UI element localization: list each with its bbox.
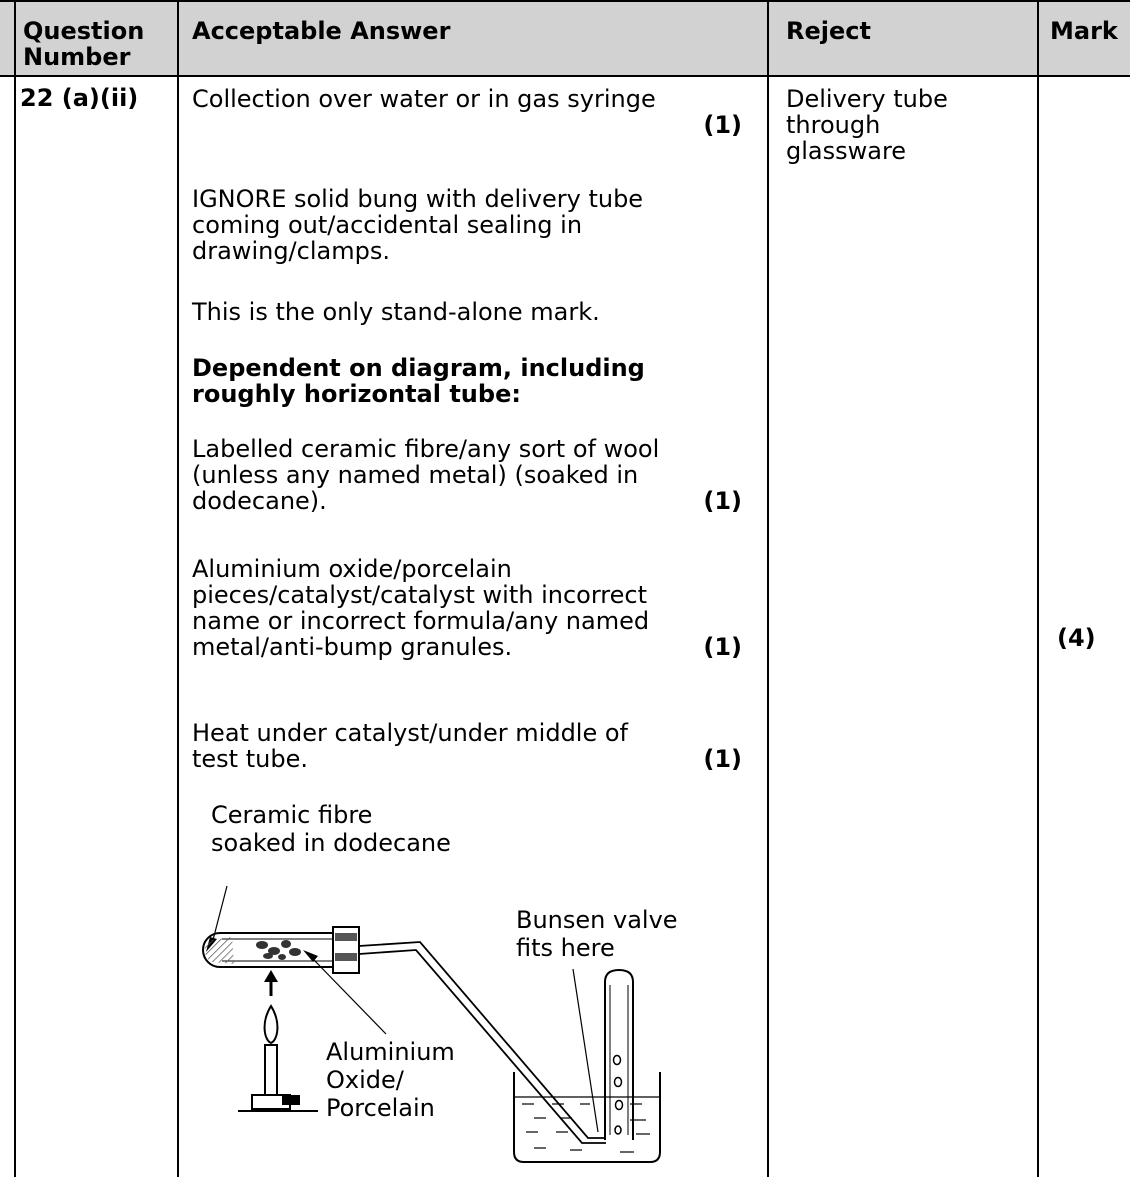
answer-line: Collection over water or in gas syringe: [192, 85, 656, 113]
answer-line: Dependent on diagram, including: [192, 354, 645, 382]
heat-arrow-icon: [264, 970, 278, 996]
delivery-tube-icon: [359, 942, 606, 1143]
label-line: Porcelain: [326, 1094, 435, 1122]
label-line: Ceramic fibre: [211, 801, 373, 829]
label-line: soaked in dodecane: [211, 829, 451, 857]
answer-line: name or incorrect formula/any named: [192, 607, 650, 635]
reject-line: glassware: [786, 137, 907, 165]
row-question-number: 22 (a)(ii): [20, 84, 139, 112]
mark-one: (1): [703, 633, 742, 661]
label-line: Aluminium: [326, 1038, 455, 1066]
catalyst-arrowhead: [303, 950, 318, 962]
ceramic-leader-line: [213, 886, 227, 940]
header-mark: Mark: [1050, 17, 1118, 45]
test-tube-icon: [203, 933, 348, 967]
answer-line: Heat under catalyst/under middle of: [192, 719, 628, 747]
reject-line: through: [786, 111, 881, 139]
answer-line: Aluminium oxide/porcelain: [192, 555, 512, 583]
reject-line: Delivery tube: [786, 85, 948, 113]
answer-line: dodecane).: [192, 487, 327, 515]
mark-one: (1): [703, 745, 742, 773]
bunsen-valve-leader-line: [573, 969, 598, 1132]
answer-line: drawing/clamps.: [192, 237, 390, 265]
answer-line: roughly horizontal tube:: [192, 380, 521, 408]
mark-one: (1): [703, 487, 742, 515]
answer-line: coming out/accidental sealing in: [192, 211, 583, 239]
answer-line: (unless any named metal) (soaked in: [192, 461, 639, 489]
label-line: fits here: [516, 934, 615, 962]
header-acceptable-answer: Acceptable Answer: [192, 17, 451, 45]
water-trough-icon: [514, 1072, 660, 1162]
label-line: Bunsen valve: [516, 906, 678, 934]
header-number-line: Number: [23, 43, 131, 71]
bung-icon: [333, 927, 359, 973]
answer-standalone-note: This is the only stand-alone mark.: [192, 298, 600, 326]
answer-line: IGNORE solid bung with delivery tube: [192, 185, 644, 213]
bunsen-burner-icon: [238, 1006, 318, 1111]
label-line: Oxide/: [326, 1066, 404, 1094]
mark-one: (1): [703, 111, 742, 139]
header-reject: Reject: [786, 17, 871, 45]
answer-line: pieces/catalyst/catalyst with incorrect: [192, 581, 648, 609]
answer-line: test tube.: [192, 745, 308, 773]
answer-line: metal/anti-bump granules.: [192, 633, 513, 661]
row-mark: (4): [1057, 624, 1096, 652]
answer-line: Labelled ceramic fibre/any sort of wool: [192, 435, 660, 463]
header-question-line: Question: [23, 17, 145, 45]
collection-tube-icon: [605, 970, 633, 1140]
